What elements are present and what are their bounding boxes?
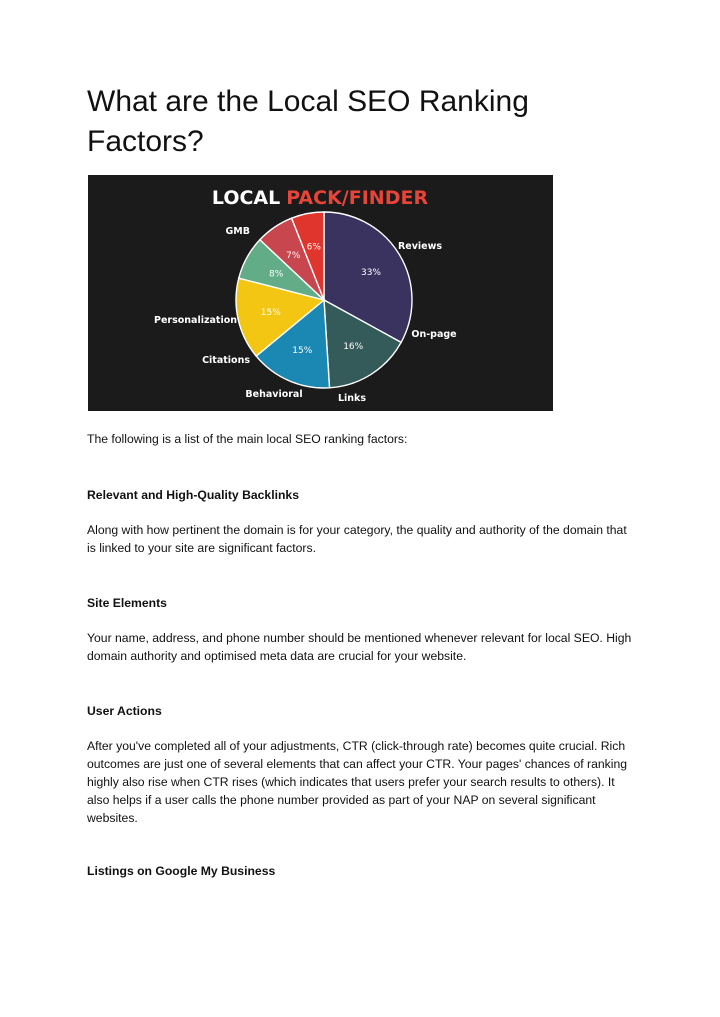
local-pack-pie-chart [88, 175, 553, 411]
pie-value-label-behavioral: 8% [269, 269, 284, 280]
section-heading-gmb-listings: Listings on Google My Business [87, 864, 276, 878]
pie-category-label-links: Links [337, 393, 367, 404]
pie-value-label-reviews: 16% [343, 342, 364, 353]
chart-title [212, 187, 429, 209]
pie-value-label-gmb: 33% [360, 268, 382, 279]
section-body-backlinks: Along with how pertinent the domain is for your category, the quality and authority of the domain that is linked to your site are significant factors. [87, 523, 627, 555]
intro-paragraph: The following is a list of the main local SEO ranking factors: [87, 432, 408, 446]
chart-title-part-local: LOCAL [211, 187, 281, 209]
pie-value-label-citations: 7% [286, 250, 301, 261]
section-body-site-elements: Your name, address, and phone number should be mentioned whenever relevant for local SEO. High domain authority and optimised meta data are crucial for your website. [87, 631, 632, 663]
pie-category-label-citations: Citations [202, 355, 250, 366]
section-heading-user-actions: User Actions [87, 704, 162, 718]
pie-value-label-links: 15% [260, 307, 281, 318]
pie-slices [236, 212, 412, 388]
pie-category-label-personalization: Personalization [154, 315, 237, 326]
section-heading-backlinks: Relevant and High-Quality Backlinks [87, 488, 299, 502]
pie-category-label-on-page: On-page [411, 329, 457, 340]
section-body-user-actions: After you've completed all of your adjustments, CTR (click-through rate) becomes quite crucial. Rich outcomes are just one of several elements that can affect your CTR. Your pages' chances of ranking highly also rise when CTR rises (which indicates that users prefer your search results to others). It also helps if a user calls the phone number provided as part of your NAP on several significant websites. [87, 739, 628, 825]
pie-value-label-personalization: 6% [306, 242, 321, 253]
section-heading-site-elements: Site Elements [87, 596, 167, 610]
pie-value-label-on-page: 15% [292, 346, 313, 357]
chart-title-part-pack-finder: PACK/FINDER [286, 187, 429, 209]
pie-category-label-reviews: Reviews [397, 241, 443, 252]
page-title: What are the Local SEO Ranking Factors? [87, 85, 529, 158]
pie-chart-svg [88, 175, 553, 411]
pie-category-label-behavioral: Behavioral [245, 389, 303, 400]
pie-category-label-gmb: GMB [225, 226, 250, 237]
